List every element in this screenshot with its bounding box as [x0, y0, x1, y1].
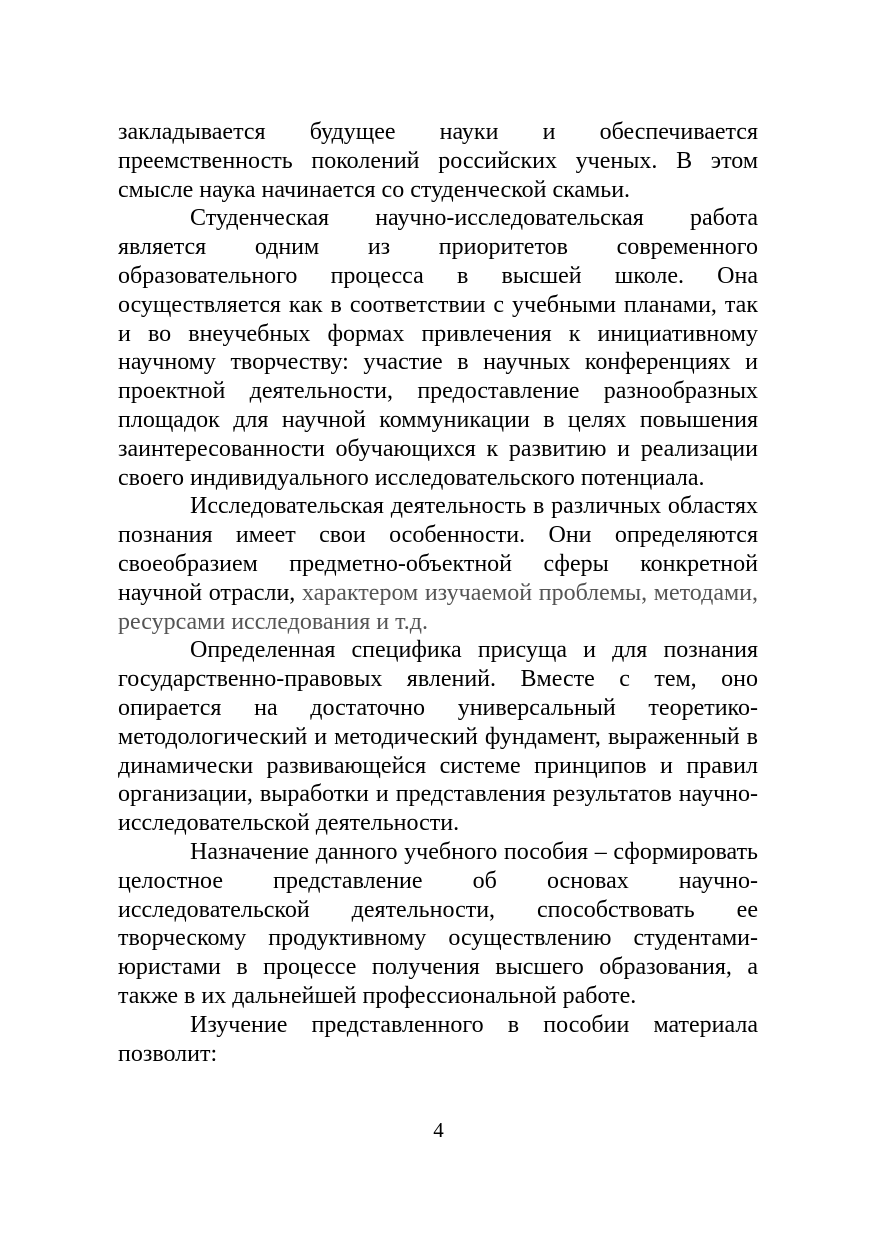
paragraph-text: Изучение представленного в пособии материала позволит:	[118, 1011, 758, 1067]
paragraph-text: Определенная специфика присуща и для познания государственно-правовых явлений. Вместе с тем, оно опирается на достаточно универсальный теоретико-методологический и методический фундамент, выраженный в динамически развивающейся системе принципов и правил организации, выработки и представления результатов научно-исследовательской деятельности.	[118, 637, 758, 837]
paragraph-text-faded: характером изучаемой проблемы, методами, ресурсами исследования и т.д.	[118, 579, 759, 635]
paragraph-continuation	[118, 118, 758, 204]
paragraph-text: закладывается будущее науки и обеспечивается преемственность поколений российских ученых. В этом смысле наука начинается со студенческой скамьи.	[118, 119, 758, 203]
paragraph-study-outcome	[118, 1011, 758, 1069]
page-number: 4	[433, 1118, 444, 1142]
paragraph-text: Студенческая научно-исследовательская работа является одним из приоритетов современного образовательного процесса в высшей школе. Она осуществляется как в соответствии с учебными планами, так и во внеучебных формах привлечения к инициативному научному творчеству: участие в научных конференциях и проектной деятельности, предоставление разнообразных площадок для научной коммуникации в целях повышения заинтересованности обучающихся к развитию и реализации своего индивидуального исследовательского потенциала.	[118, 205, 758, 491]
paragraph-research-features	[118, 492, 758, 636]
paragraph-text: Исследовательская деятельность в различных областях познания имеет свои особенности. Они определяются своеобразием предметно-объектной сферы конкретной научной отрасли,	[118, 493, 758, 606]
paragraph-student-research	[118, 204, 758, 492]
body-text	[118, 118, 758, 1068]
paragraph-purpose	[118, 838, 758, 1011]
paragraph-text: Назначение данного учебного пособия – сформировать целостное представление об основах научно-исследовательской деятельности, способствовать ее творческому продуктивному осуществлению студентами-юристами в процессе получения высшего образования, а также в их дальнейшей профессиональной работе.	[118, 838, 758, 1009]
paragraph-legal-specifics	[118, 636, 758, 838]
